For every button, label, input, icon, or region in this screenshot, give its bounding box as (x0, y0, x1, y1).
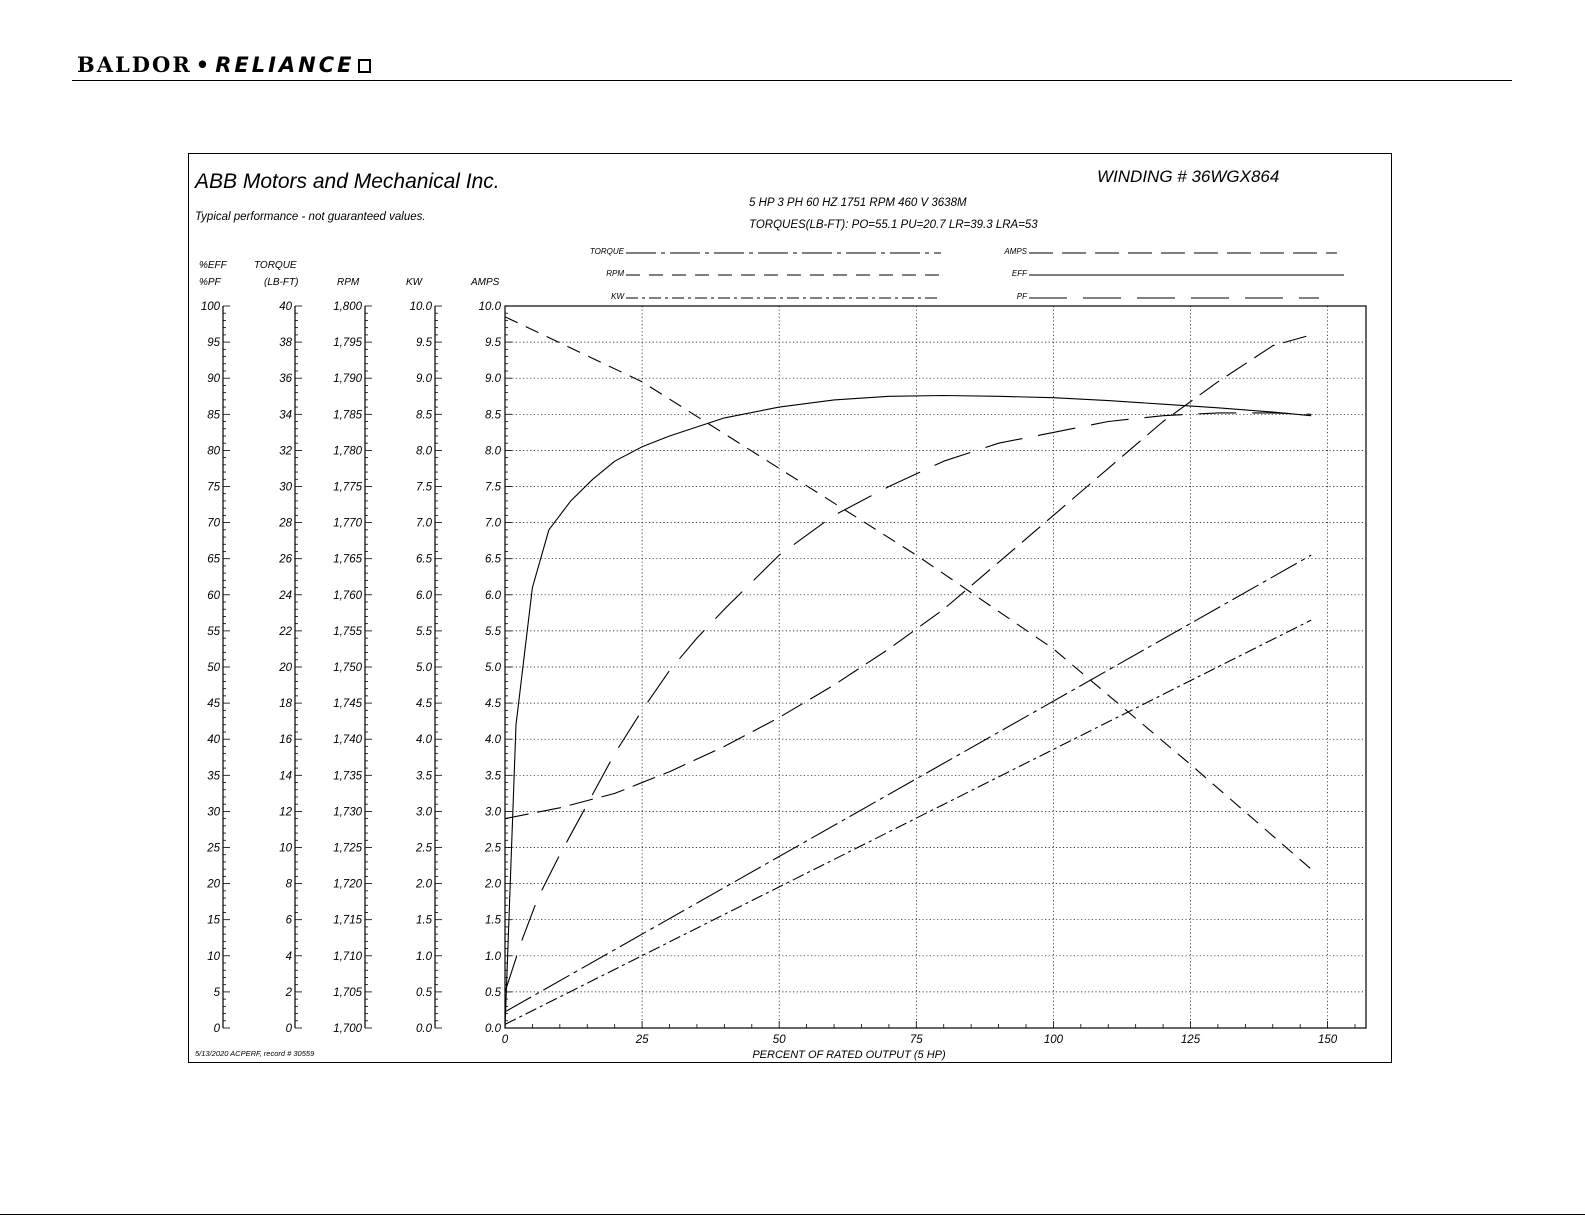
eff-tick-label: 60 (207, 589, 220, 602)
amps-axis-head: AMPS (471, 277, 500, 288)
rpm-tick-label: 1,765 (333, 553, 362, 566)
amps-tick-label: 7.0 (485, 517, 501, 530)
header-rule (72, 80, 1512, 81)
eff-tick-label: 10 (207, 950, 220, 963)
eff-tick-label: 15 (207, 914, 220, 927)
torque-tick-label: 34 (279, 409, 292, 422)
amps-tick-label: 7.5 (485, 481, 501, 494)
rpm-tick-label: 1,780 (333, 445, 362, 458)
rpm-tick-label: 1,770 (333, 517, 362, 530)
rpm-tick-label: 1,760 (333, 589, 362, 602)
rpm-tick-label: 1,725 (333, 842, 362, 855)
rpm-tick-label: 1,720 (333, 878, 362, 891)
legend-eff-label: EFF (1011, 269, 1027, 278)
chart-frame (188, 153, 1392, 1063)
torque-tick-label: 26 (279, 553, 292, 566)
rpm-tick-label: 1,710 (333, 950, 362, 963)
torque-tick-label: 0 (285, 1023, 292, 1035)
eff-tick-label: 40 (207, 734, 220, 747)
eff-scale (201, 301, 230, 1035)
kw-tick-label: 3.0 (416, 806, 432, 819)
torque-tick-label: 20 (279, 662, 292, 674)
kw-tick-label: 9.0 (416, 373, 432, 386)
eff-tick-label: 45 (207, 698, 220, 711)
rpm-tick-label: 1,750 (333, 662, 362, 674)
amps-tick-label: 4.5 (485, 698, 501, 711)
x-tick-label: 100 (1043, 1034, 1064, 1046)
x-tick-label: 75 (909, 1034, 923, 1046)
kw-tick-label: 1.5 (416, 914, 432, 927)
amps-tick-label: 3.0 (485, 806, 501, 819)
company-title: ABB Motors and Mechanical Inc. (195, 170, 500, 193)
amps-tick-label: 5.0 (485, 662, 501, 674)
spec-line: 5 HP 3 PH 60 HZ 1751 RPM 460 V 3638M (749, 197, 967, 209)
winding-label: WINDING # 36WGX864 (1097, 167, 1280, 186)
footer-rule (0, 1214, 1585, 1215)
eff-tick-label: 100 (200, 301, 220, 313)
amps-tick-label: 3.5 (485, 770, 501, 783)
eff-axis-head-2: %PF (199, 277, 221, 288)
rpm-scale (333, 301, 372, 1035)
amps-tick-label: 8.0 (485, 445, 501, 458)
kw-tick-label: 7.0 (416, 517, 432, 530)
kw-tick-label: 10.0 (409, 301, 432, 313)
eff-tick-label: 80 (207, 445, 220, 458)
eff-tick-label: 50 (207, 662, 220, 674)
eff-tick-label: 85 (207, 409, 220, 422)
brand-left: BALDOR (77, 52, 192, 77)
rpm-tick-label: 1,745 (333, 698, 362, 711)
amps-tick-label: 8.5 (485, 409, 501, 422)
eff-tick-label: 30 (207, 806, 220, 819)
torque-tick-label: 4 (285, 950, 292, 963)
kw-tick-label: 8.0 (416, 445, 432, 458)
eff-tick-label: 55 (207, 625, 220, 638)
kw-tick-label: 0.5 (416, 986, 432, 999)
amps-tick-label: 5.5 (485, 625, 501, 638)
x-axis-label: PERCENT OF RATED OUTPUT (5 HP) (752, 1049, 946, 1061)
amps-tick-label: 9.0 (485, 373, 501, 386)
brand-mark-icon (358, 59, 371, 73)
legend-kw-label: KW (611, 292, 624, 301)
legend-amps-label: AMPS (1004, 247, 1027, 256)
torque-tick-label: 2 (285, 986, 292, 999)
eff-tick-label: 75 (207, 481, 220, 494)
rpm-tick-label: 1,700 (333, 1023, 362, 1035)
curve-kw (505, 620, 1311, 1024)
torque-tick-label: 28 (279, 517, 292, 530)
rpm-tick-label: 1,790 (333, 373, 362, 386)
rpm-tick-label: 1,755 (333, 625, 362, 638)
amps-tick-label: 0.5 (485, 986, 501, 999)
kw-tick-label: 2.0 (416, 878, 432, 891)
torque-tick-label: 36 (279, 373, 292, 386)
torque-tick-label: 8 (285, 878, 292, 891)
rpm-tick-label: 1,800 (333, 301, 362, 313)
x-tick-label: 50 (772, 1034, 786, 1046)
torque-tick-label: 38 (279, 337, 292, 350)
torque-tick-label: 30 (279, 481, 292, 494)
kw-tick-label: 5.0 (416, 662, 432, 674)
kw-tick-label: 8.5 (416, 409, 432, 422)
torque-axis-head-2: (LB-FT) (264, 277, 299, 288)
torque-tick-label: 16 (279, 734, 292, 747)
kw-tick-label: 7.5 (416, 481, 432, 494)
kw-tick-label: 0.0 (416, 1023, 432, 1035)
x-tick-label: 125 (1180, 1034, 1201, 1046)
kw-tick-label: 9.5 (416, 337, 432, 350)
rpm-tick-label: 1,775 (333, 481, 362, 494)
torque-tick-label: 18 (279, 698, 292, 711)
legend (590, 247, 1344, 301)
torque-tick-label: 40 (279, 301, 292, 313)
rpm-tick-label: 1,785 (333, 409, 362, 422)
plot-area (479, 301, 1366, 1046)
disclaimer: Typical performance - not guaranteed values. (195, 211, 426, 223)
eff-tick-label: 20 (207, 878, 220, 891)
rpm-tick-label: 1,715 (333, 914, 362, 927)
amps-tick-label: 10.0 (478, 301, 501, 313)
legend-torque-label: TORQUE (589, 247, 624, 256)
amps-tick-label: 2.5 (485, 842, 501, 855)
eff-axis-head-1: %EFF (199, 260, 227, 271)
legend-pf-label: PF (1016, 292, 1027, 301)
torque-tick-label: 32 (279, 445, 292, 458)
rpm-tick-label: 1,740 (333, 734, 362, 747)
kw-tick-label: 3.5 (416, 770, 432, 783)
brand-separator: • (195, 52, 212, 77)
performance-chart (189, 154, 1393, 1064)
eff-tick-label: 70 (207, 517, 220, 530)
brand-logo (77, 52, 371, 77)
torque-scale (278, 301, 302, 1035)
amps-tick-label: 6.0 (485, 589, 501, 602)
amps-tick-label: 4.0 (485, 734, 501, 747)
rpm-tick-label: 1,705 (333, 986, 362, 999)
torque-axis-head-1: TORQUE (254, 260, 297, 271)
torque-tick-label: 22 (279, 625, 292, 638)
scales (201, 301, 442, 1035)
amps-tick-label: 1.5 (485, 914, 501, 927)
amps-tick-label: 0.0 (485, 1023, 501, 1035)
footer-note: 5/13/2020 ACPERF, record # 30559 (195, 1049, 315, 1058)
torque-tick-label: 10 (279, 842, 292, 855)
eff-tick-label: 5 (213, 986, 220, 999)
amps-tick-label: 6.5 (485, 553, 501, 566)
kw-scale (410, 301, 442, 1035)
rpm-tick-label: 1,795 (333, 337, 362, 350)
kw-tick-label: 4.0 (416, 734, 432, 747)
rpm-axis-head: RPM (337, 277, 360, 288)
amps-tick-label: 9.5 (485, 337, 501, 350)
kw-tick-label: 6.0 (416, 589, 432, 602)
eff-tick-label: 95 (207, 337, 220, 350)
x-tick-label: 0 (501, 1034, 509, 1046)
torque-tick-label: 6 (285, 914, 292, 927)
rpm-tick-label: 1,735 (333, 770, 362, 783)
torque-tick-label: 14 (279, 770, 292, 783)
kw-tick-label: 5.5 (416, 625, 432, 638)
amps-tick-label: 2.0 (485, 878, 501, 891)
eff-tick-label: 35 (207, 770, 220, 783)
eff-tick-label: 90 (207, 373, 220, 386)
kw-axis-head: KW (406, 277, 423, 288)
torque-tick-label: 12 (279, 806, 292, 819)
torques-line: TORQUES(LB-FT): PO=55.1 PU=20.7 LR=39.3 LRA=53 (749, 219, 1038, 231)
kw-tick-label: 4.5 (416, 698, 432, 711)
amps-tick-label: 1.0 (485, 950, 501, 963)
eff-tick-label: 65 (207, 553, 220, 566)
brand-right: RELIANCE (215, 53, 355, 77)
eff-tick-label: 25 (207, 842, 220, 855)
x-tick-label: 150 (1318, 1034, 1338, 1046)
rpm-tick-label: 1,730 (333, 806, 362, 819)
kw-tick-label: 6.5 (416, 553, 432, 566)
eff-tick-label: 0 (213, 1023, 220, 1035)
kw-tick-label: 1.0 (416, 950, 432, 963)
legend-rpm-label: RPM (606, 269, 624, 278)
kw-tick-label: 2.5 (416, 842, 432, 855)
x-tick-label: 25 (635, 1034, 649, 1046)
torque-tick-label: 24 (279, 589, 292, 602)
